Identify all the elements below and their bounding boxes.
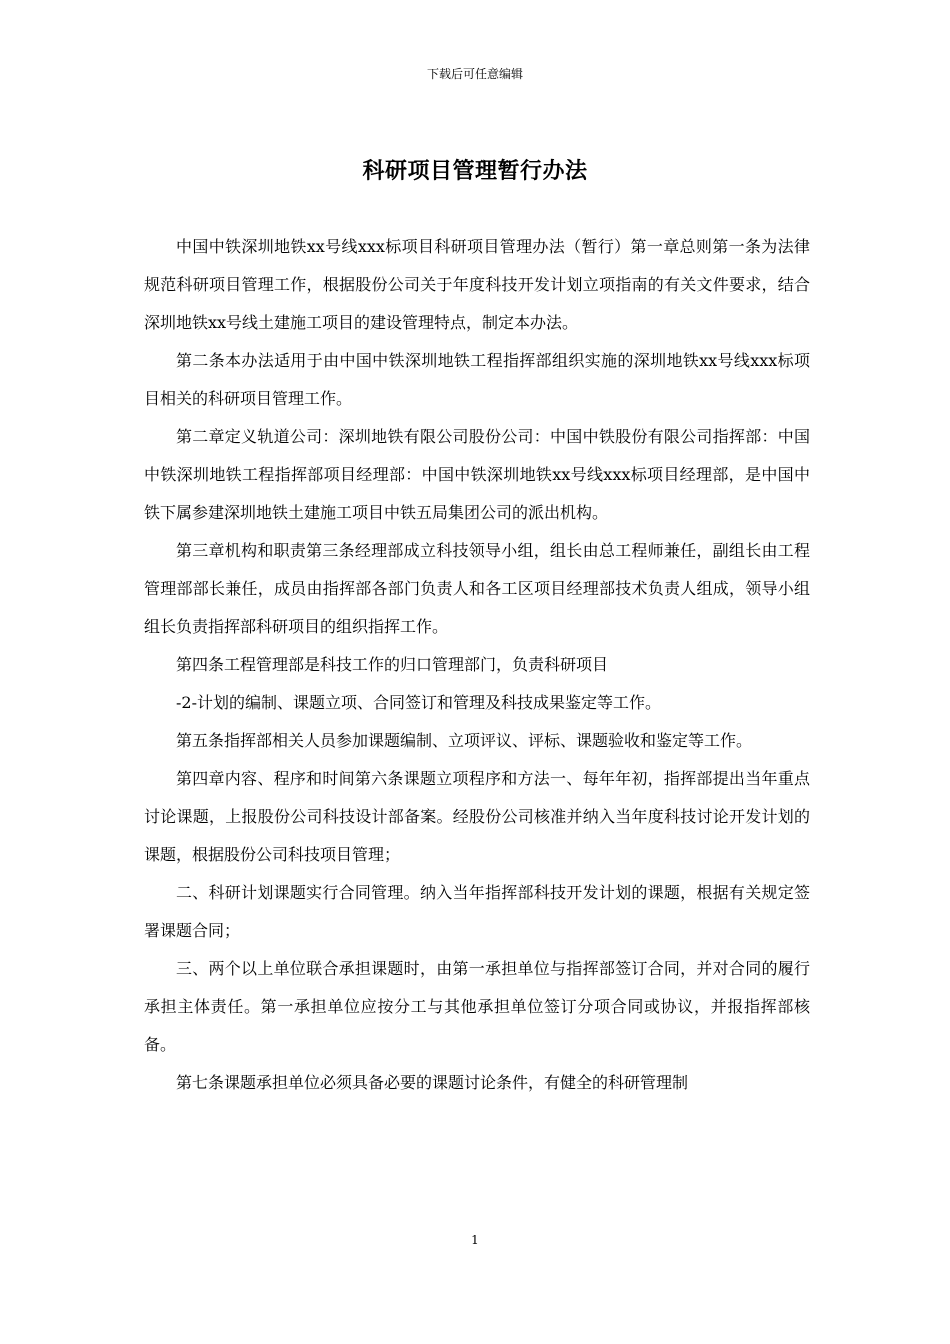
paragraph: 第三章机构和职责第三条经理部成立科技领导小组，组长由总工程师兼任，副组长由工程管理部部长兼任，成员由指挥部各部门负责人和各工区项目经理部技术负责人组成，领导小组组长负责指挥部科研项目的组织指挥工作。	[144, 541, 810, 636]
paragraph: -2-计划的编制、课题立项、合同签订和管理及科技成果鉴定等工作。	[176, 693, 661, 712]
page-number: 1	[471, 1233, 479, 1247]
paragraph: 二、科研计划课题实行合同管理。纳入当年指挥部科技开发计划的课题，根据有关规定签署课题合同；	[144, 883, 810, 940]
document-title: 科研项目管理暂行办法	[362, 158, 588, 184]
header-note: 下载后可任意编辑	[426, 67, 523, 81]
paragraph: 第七条课题承担单位必须具备必要的课题讨论条件，有健全的科研管理制	[176, 1073, 689, 1092]
paragraph: 三、两个以上单位联合承担课题时，由第一承担单位与指挥部签订合同，并对合同的履行承担主体责任。第一承担单位应按分工与其他承担单位签订分项合同或协议，并报指挥部核备。	[144, 959, 810, 1054]
paragraph: 第五条指挥部相关人员参加课题编制、立项评议、评标、课题验收和鉴定等工作。	[176, 731, 753, 750]
paragraph: 第四章内容、程序和时间第六条课题立项程序和方法一、每年年初，指挥部提出当年重点讨论课题，上报股份公司科技设计部备案。经股份公司核准并纳入当年度科技讨论开发计划的课题，根据股份公司科技项目管理；	[144, 769, 810, 864]
paragraph: 第二条本办法适用于由中国中铁深圳地铁工程指挥部组织实施的深圳地铁xx号线xxx标项目相关的科研项目管理工作。	[144, 351, 810, 408]
paragraph: 第二章定义轨道公司：深圳地铁有限公司股份公司：中国中铁股份有限公司指挥部：中国中铁深圳地铁工程指挥部项目经理部：中国中铁深圳地铁xx号线xxx标项目经理部，是中国中铁下属参建深圳地铁土建施工项目中铁五局集团公司的派出机构。	[144, 427, 810, 522]
paragraph: 中国中铁深圳地铁xx号线xxx标项目科研项目管理办法（暂行）第一章总则第一条为法律规范科研项目管理工作，根据股份公司关于年度科技开发计划立项指南的有关文件要求，结合深圳地铁xx号线土建施工项目的建设管理特点，制定本办法。	[144, 237, 810, 332]
document-body	[144, 228, 810, 1102]
paragraph: 第四条工程管理部是科技工作的归口管理部门，负责科研项目	[176, 655, 609, 674]
